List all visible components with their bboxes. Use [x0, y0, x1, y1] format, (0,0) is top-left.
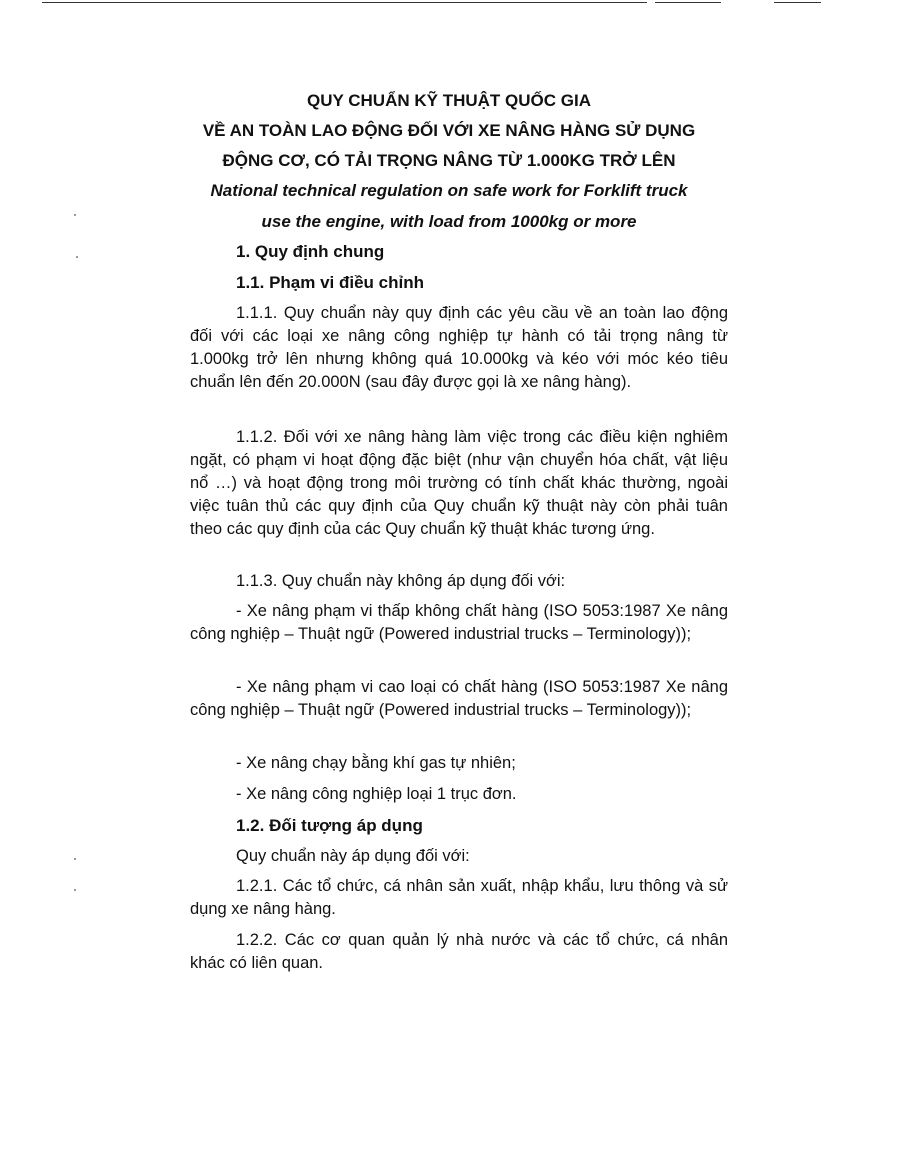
- exclusion-item-2: - Xe nâng phạm vi cao loại có chất hàng (ISO 5053:1987 Xe nâng công nghiệp – Thuật ngữ (Powered industrial trucks – Terminology));: [190, 678, 728, 719]
- document-title-line-1: QUY CHUẨN KỸ THUẬT QUỐC GIA: [307, 91, 591, 110]
- document-title-line-3: ĐỘNG CƠ, CÓ TẢI TRỌNG NÂNG TỪ 1.000KG TRỞ LÊN: [222, 151, 676, 170]
- section-heading-scope: 1.1. Phạm vi điều chỉnh: [236, 273, 424, 292]
- english-title-line-1: National technical regulation on safe work for Forklift truck: [210, 181, 688, 200]
- paragraph-1-1-1: 1.1.1. Quy chuẩn này quy định các yêu cầu về an toàn lao động đối với các loại xe nâng công nghiệp tự hành có tải trọng nâng từ 1.000kg trở lên nhưng không quá 10.000kg và kéo với móc kéo tiêu chuẩn lên đến 20.000N (sau đây được gọi là xe nâng hàng).: [190, 304, 728, 391]
- margin-speck: [76, 256, 78, 258]
- paragraph-1-1-3: 1.1.3. Quy chuẩn này không áp dụng đối với:: [236, 572, 566, 590]
- exclusion-item-1: - Xe nâng phạm vi thấp không chất hàng (ISO 5053:1987 Xe nâng công nghiệp – Thuật ngữ (Powered industrial trucks – Terminology));: [190, 602, 728, 643]
- paragraph-1-2-intro: Quy chuẩn này áp dụng đối với:: [236, 847, 470, 865]
- exclusion-item-3: - Xe nâng chạy bằng khí gas tự nhiên;: [236, 754, 516, 772]
- english-title-line-2: use the engine, with load from 1000kg or more: [261, 212, 637, 231]
- section-heading-subjects: 1.2. Đối tượng áp dụng: [236, 816, 423, 835]
- paragraph-1-2-2: 1.2.2. Các cơ quan quản lý nhà nước và các tổ chức, cá nhân khác có liên quan.: [190, 931, 728, 972]
- section-heading-general: 1. Quy định chung: [236, 242, 385, 261]
- margin-speck: [74, 889, 76, 891]
- document-title-line-2: VỀ AN TOÀN LAO ĐỘNG ĐỐI VỚI XE NÂNG HÀNG SỬ DỤNG: [202, 121, 696, 140]
- top-rule-right: [774, 2, 821, 3]
- margin-speck: [74, 858, 76, 860]
- paragraph-1-1-2: 1.1.2. Đối với xe nâng hàng làm việc trong các điều kiện nghiêm ngặt, có phạm vi hoạt động đặc biệt (như vận chuyển hóa chất, vật liệu nổ …) và hoạt động trong môi trường có tính chất khác thường, ngoài việc tuân thủ các quy định của Quy chuẩn kỹ thuật này còn phải tuân theo các quy định của các Quy chuẩn kỹ thuật khác tương ứng.: [190, 428, 728, 538]
- top-rule-middle: [655, 2, 721, 3]
- exclusion-item-4: - Xe nâng công nghiệp loại 1 trục đơn.: [236, 785, 517, 803]
- top-rule-left: [42, 2, 647, 3]
- paragraph-1-2-1: 1.2.1. Các tổ chức, cá nhân sản xuất, nhập khẩu, lưu thông và sử dụng xe nâng hàng.: [190, 877, 728, 918]
